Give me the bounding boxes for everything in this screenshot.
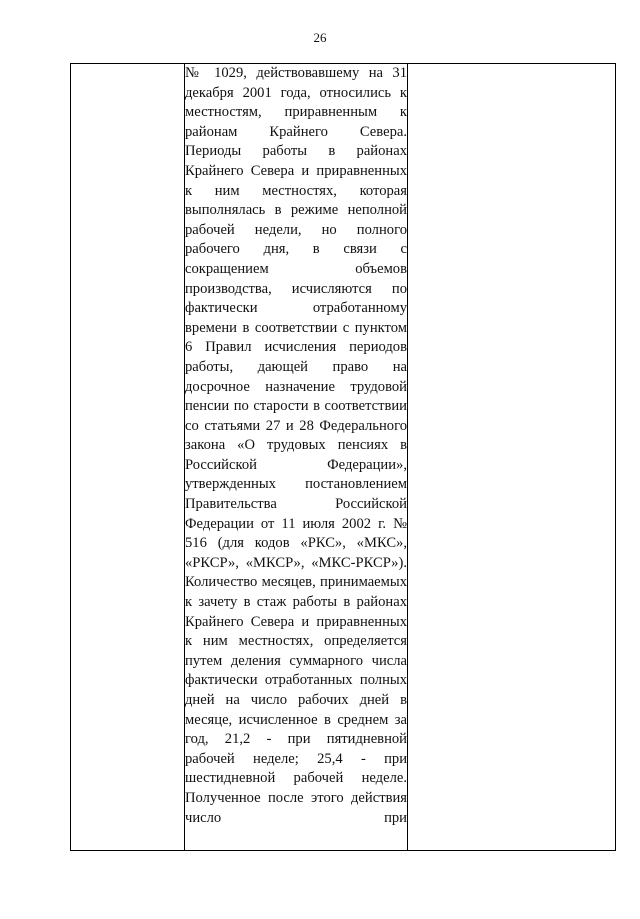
table-cell-middle — [185, 64, 408, 851]
paragraph-3: Количество месяцев, принимаемых к зачету в стаж работы в районах Крайнего Севера и приравненных к ним местностях, определяется путем деления суммарного числа фактически отработанных полных дней на число рабочих дней в месяце, исчисленное в среднем за год, 21,2 - при пятидневной рабочей неделе; 25,4 - при шестидневной рабочей неделе. Полученное после этого действия число при — [185, 574, 407, 826]
paragraph-2: Периоды работы в районах Крайнего Севера и приравненных к ним местностях, которая выполнялась в режиме неполной рабочей недели, но полного рабочего дня, в связи с сокращением объемов производства, исчисляются по фактически отработанному времени в соответствии с пунктом 6 Правил исчисления периодов работы, дающей право на досрочное назначение трудовой пенсии по старости в соответствии со статьями 27 и 28 Федерального закона «О трудовых пенсиях в Российской Федерации», утвержденных постановлением Правительства Российской Федерации от 11 июля 2002 г. № 516 (для кодов «РКС», «МКС», «РКСР», «МКСР», «МКС-РКСР»). — [185, 143, 407, 571]
table-row — [71, 64, 616, 851]
table-cell-right — [408, 64, 616, 851]
table-cell-left — [71, 64, 185, 851]
page-number: 26 — [313, 30, 327, 45]
document-table — [70, 63, 616, 851]
paragraph-1: № 1029, действовавшему на 31 декабря 2001 года, относились к местностям, приравненным к районам Крайнего Севера. — [185, 65, 407, 140]
